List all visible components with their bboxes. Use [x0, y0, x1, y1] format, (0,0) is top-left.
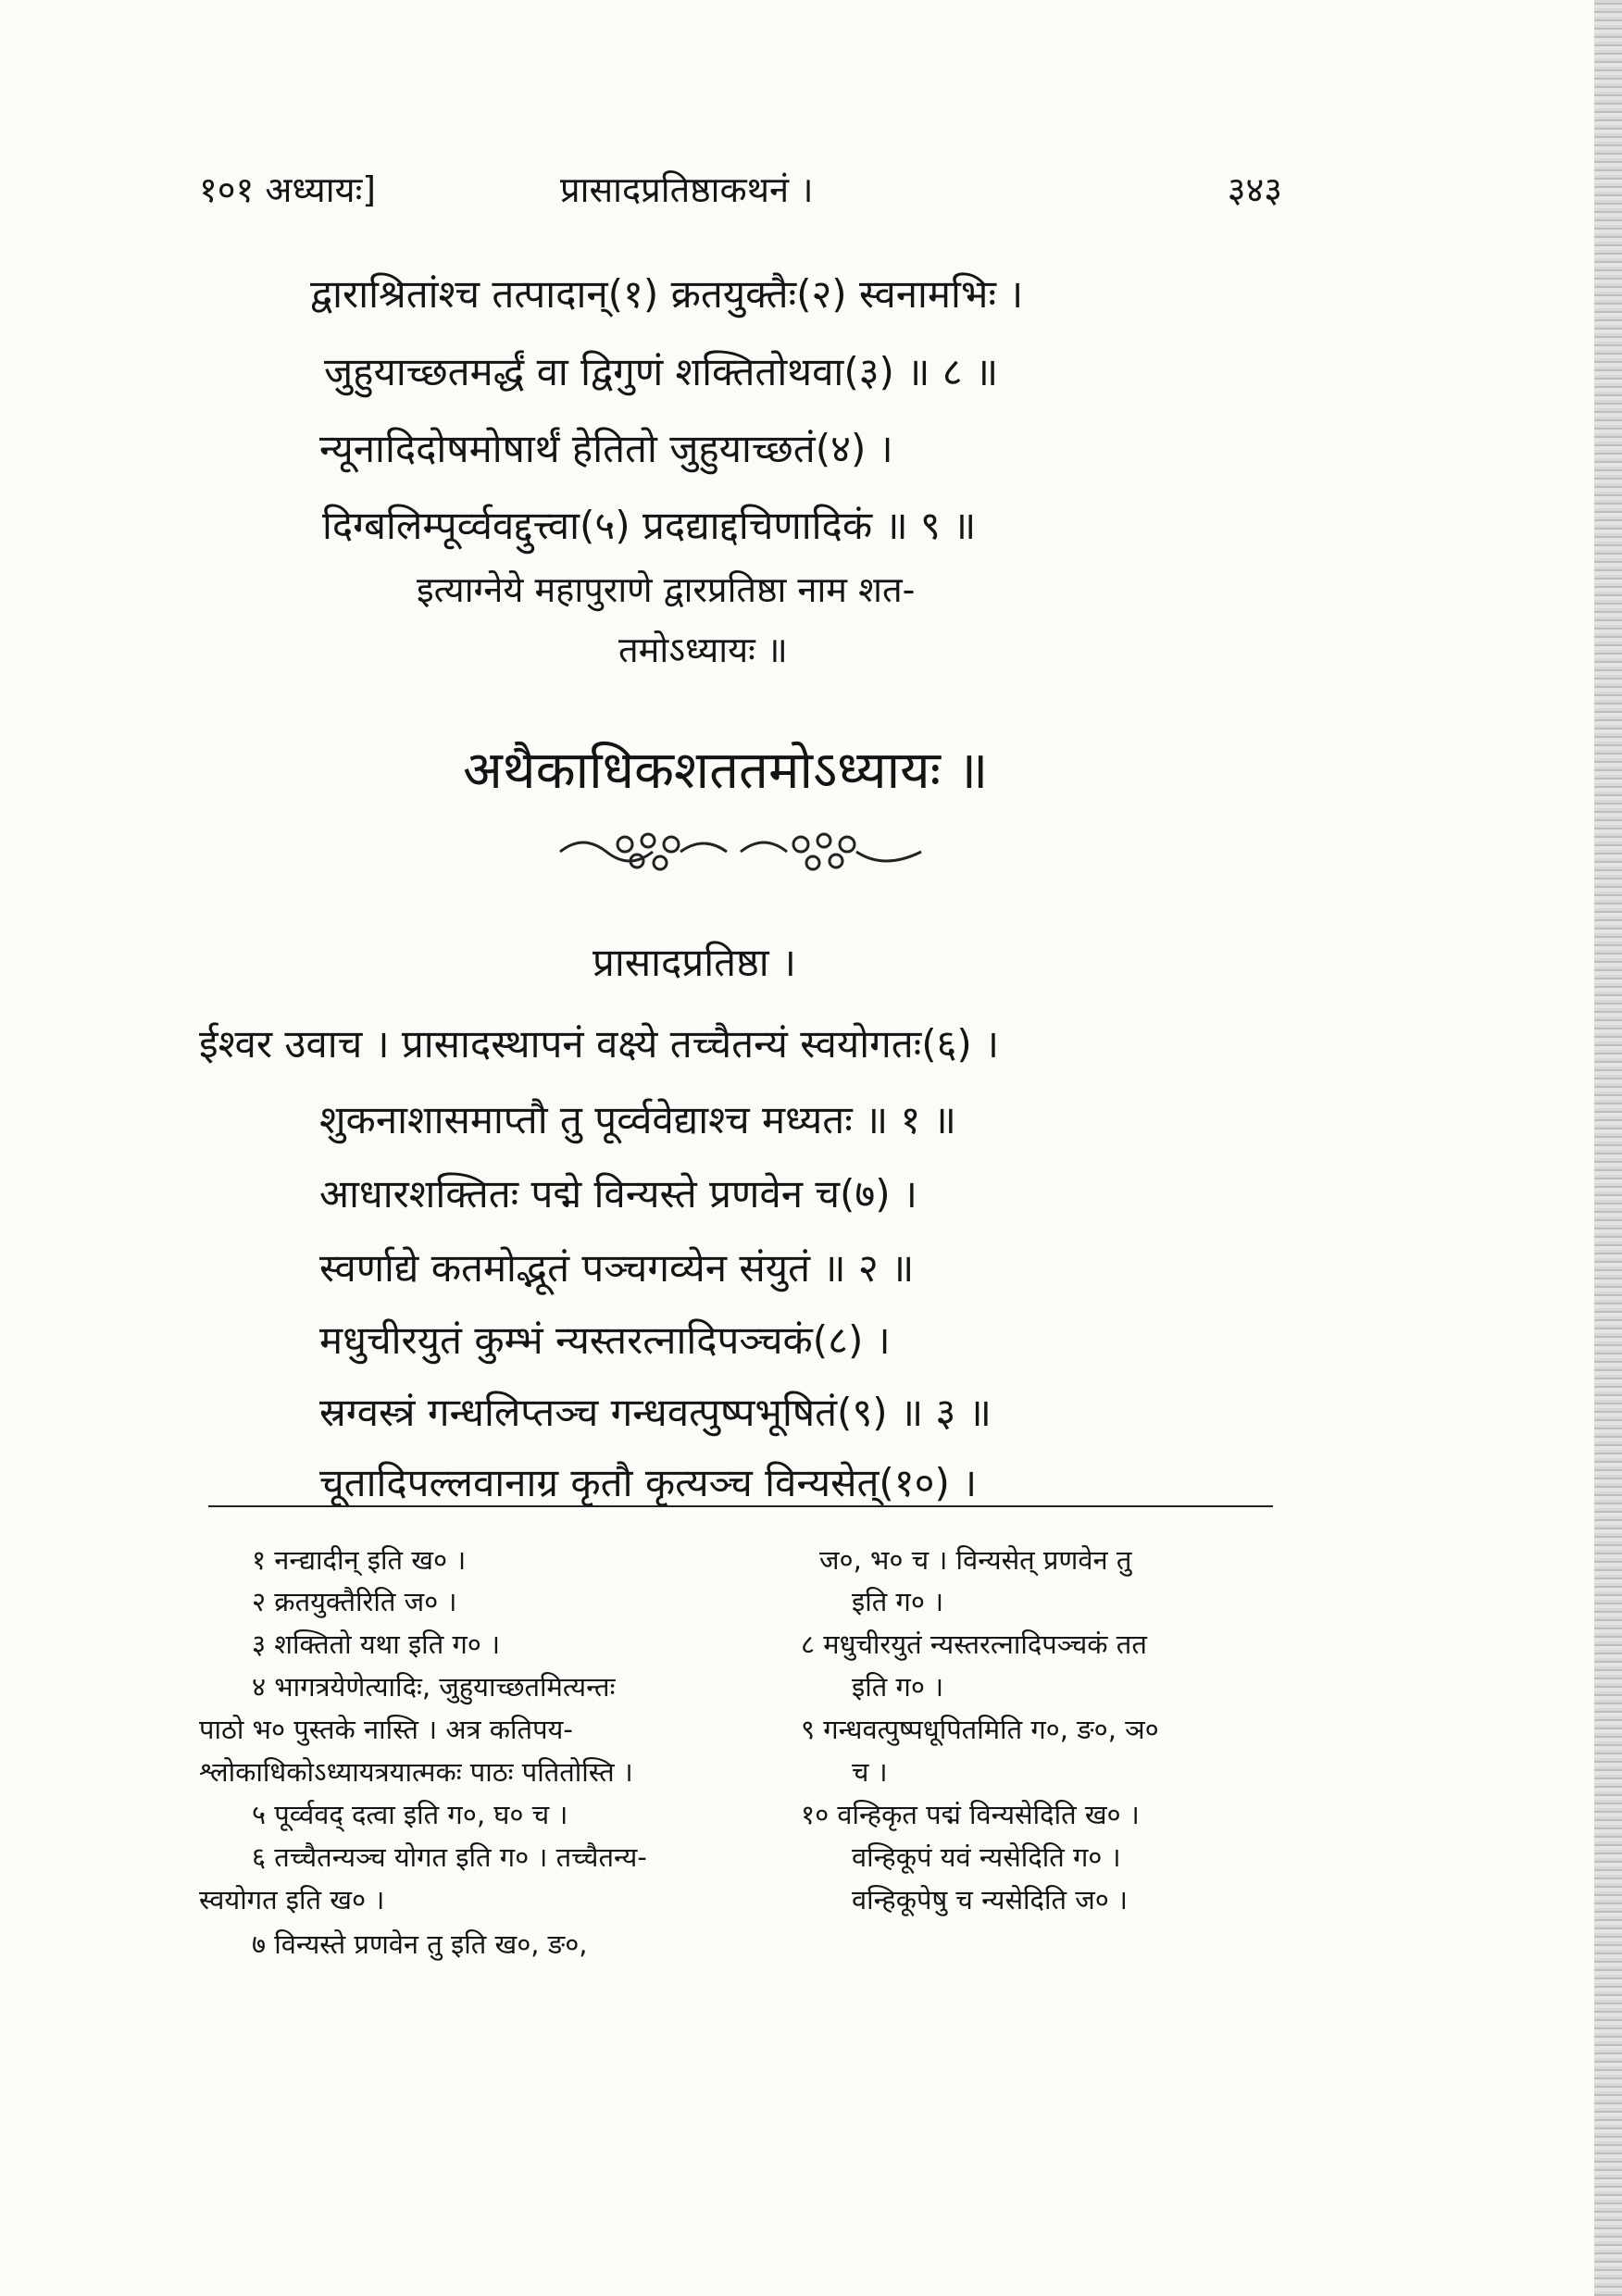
chapter-ref: १०१ अध्यायः]	[199, 169, 377, 210]
footnote-divider	[208, 1505, 1273, 1507]
footnote-line: च ।	[852, 1756, 888, 1788]
verse-line: शुकनाशासमाप्तौ तु पूर्व्ववेद्याश्च मध्यतः ॥ १ ॥	[319, 1097, 956, 1142]
verse-line: आधारशक्तितः पद्मे विन्यस्ते प्रणवेन च(७) ।	[319, 1171, 917, 1217]
section-title: प्रासादप्रतिष्ठा ।	[593, 940, 796, 985]
decorative-ornament	[555, 824, 926, 880]
footnote-line: स्वयोगत इति ख० ।	[199, 1884, 385, 1915]
footnote-line: ५ पूर्व्ववद् दत्वा इति ग०, घ० च ।	[252, 1799, 568, 1830]
running-title: प्रासादप्रतिष्ठाकथनं ।	[560, 169, 814, 210]
verse-line: न्यूनादिदोषमोषार्थं हेतितो जुहुयाच्छतं(४) ।	[319, 426, 893, 471]
footnote-line: १० वन्हिकृत पद्मं विन्यसेदिति ख० ।	[801, 1799, 1140, 1830]
page-edge-shadow	[1594, 0, 1622, 2296]
chapter-title: अथैकाधिकशततमोऽध्यायः ॥	[463, 741, 989, 801]
page-header	[199, 165, 1282, 220]
verse-line: मधुचीरयुतं कुम्भं न्यस्तरत्नादिपञ्चकं(८) ।	[319, 1317, 891, 1363]
footnote-line: पाठो भ० पुस्तके नास्ति । अत्र कतिपय-	[199, 1714, 573, 1745]
verse-line: चूतादिपल्लवानाग्र कृतौ कृत्यञ्च विन्यसेत्(१०) ।	[319, 1460, 978, 1505]
footnote-line: ज०, भ० च । विन्यसेत् प्रणवेन तु	[819, 1544, 1132, 1576]
verse-line: ईश्वर उवाच । प्रासादस्थापनं वक्ष्ये तच्चैतन्यं स्वयोगतः(६) ।	[199, 1021, 1000, 1067]
verse-line: जुहुयाच्छतमर्द्धं वा द्विगुणं शक्तितोथवा(३) ॥ ८ ॥	[324, 349, 999, 394]
page-number: ३४३	[1227, 169, 1282, 210]
verse-line: स्वर्णाद्ये कतमोद्भूतं पञ्चगव्येन संयुतं ॥ २ ॥	[319, 1245, 915, 1291]
footnote-line: ७ विन्यस्ते प्रणवेन तु इति ख०, ङ०,	[252, 1928, 588, 1960]
footnote-line: वन्हिकूपं यवं न्यसेदिति ग० ।	[852, 1841, 1121, 1873]
verse-line: दिग्बलिम्पूर्व्ववद्दुत्त्वा(५) प्रदद्याद्दचिणादिकं ॥ ९ ॥	[322, 503, 977, 548]
colophon-line: तमोऽध्यायः ॥	[618, 630, 788, 670]
footnote-line: १ नन्द्यादीन् इति ख० ।	[252, 1544, 467, 1576]
footnote-line: ९ गन्धवत्पुष्पधूपितमिति ग०, ङ०, ञ०	[801, 1714, 1159, 1745]
footnote-line: इति ग० ।	[852, 1671, 944, 1703]
verse-line: स्रग्वस्त्रं गन्धलिप्तञ्च गन्धवत्पुष्पभूषितं(९) ॥ ३ ॥	[319, 1390, 992, 1435]
footnote-line: इति ग० ।	[852, 1586, 944, 1617]
verse-line: द्वाराश्रितांश्च तत्पादान्(१) क्रतयुक्तैः(२) स्वनामभिः ।	[310, 271, 1024, 317]
footnote-line: श्लोकाधिकोऽध्यायत्रयात्मकः पाठः पतितोस्ति ।	[199, 1756, 633, 1788]
footnote-line: ८ मधुचीरयुतं न्यस्तरत्नादिपञ्चकं तत	[801, 1628, 1147, 1660]
footnote-line: ३ शक्तितो यथा इति ग० ।	[252, 1628, 501, 1660]
footnote-line: ६ तच्चैतन्यञ्च योगत इति ग० । तच्चैतन्य-	[252, 1841, 647, 1873]
footnote-line: ४ भागत्रयेणेत्यादिः, जुहुयाच्छतमित्यन्तः	[252, 1671, 616, 1703]
colophon-line: इत्याग्नेये महापुराणे द्वारप्रतिष्ठा नाम शत-	[417, 569, 916, 610]
footnote-line: वन्हिकूपेषु च न्यसेदिति ज० ।	[852, 1884, 1129, 1915]
footnote-line: २ क्रतयुक्तैरिति ज० ।	[252, 1586, 457, 1617]
